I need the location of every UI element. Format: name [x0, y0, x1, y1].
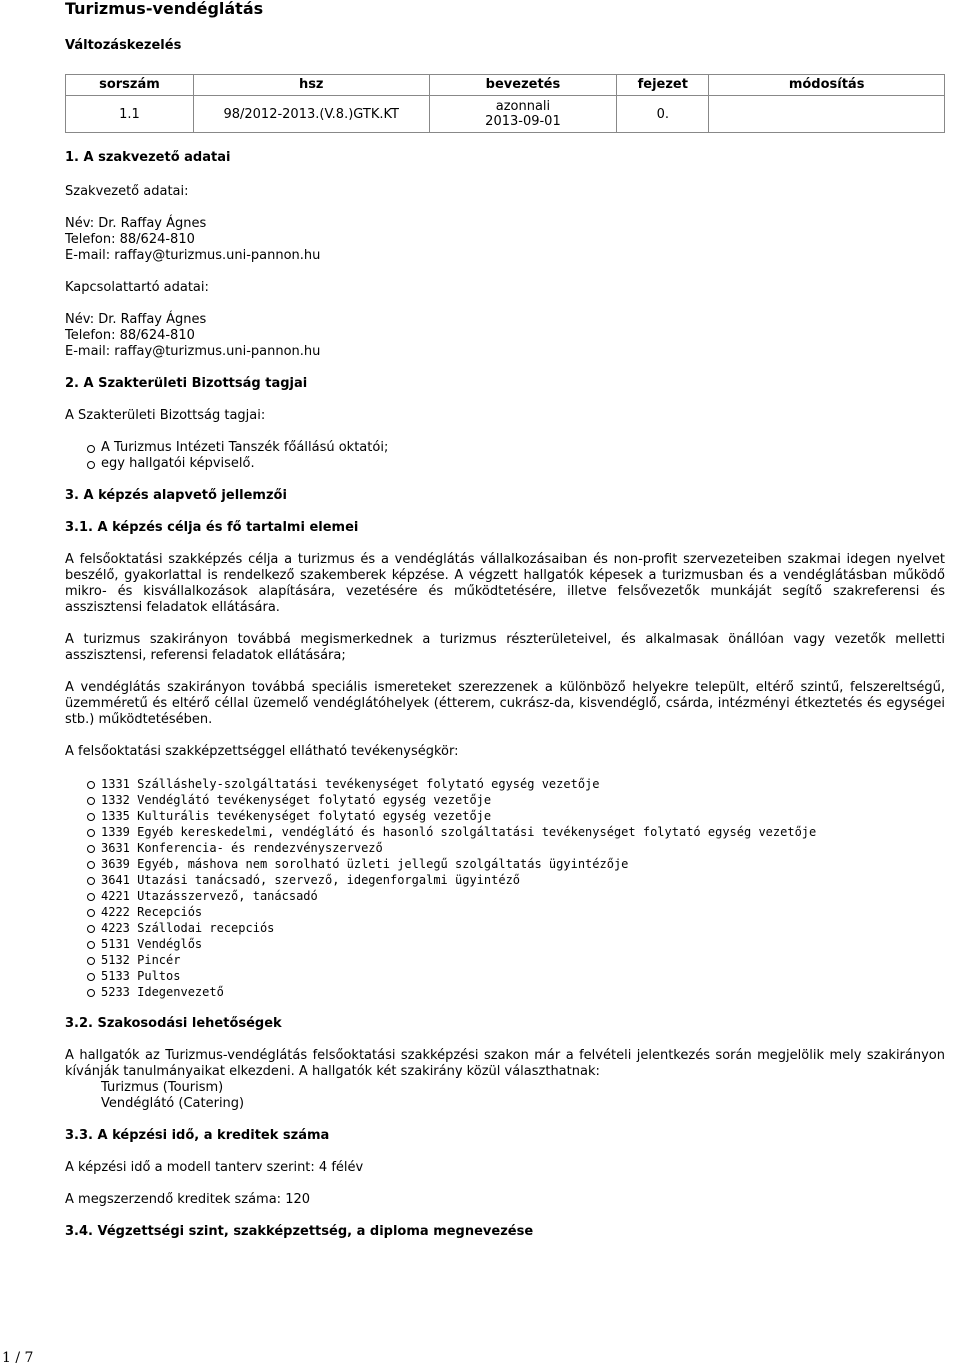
cell-bevezetes — [429, 96, 617, 133]
list-item: 1331 Szálláshely-szolgáltatási tevékenységet folytató egység vezetője — [101, 776, 945, 792]
table-row — [66, 96, 945, 133]
list-item: 4222 Recepciós — [101, 904, 945, 920]
cell-fejezet: 0. — [617, 96, 709, 133]
list-item: 3639 Egyéb, máshova nem sorolható üzleti jellegű szolgáltatás ügyintézője — [101, 856, 945, 872]
section-3-4-heading: 3.4. Végzettségi szint, szakképzettség, a diploma megnevezése — [65, 1224, 534, 1239]
section-3-2-heading: 3.2. Szakosodási lehetőségek — [65, 1016, 282, 1031]
contact-phone: Telefon: 88/624-810 — [65, 328, 195, 343]
jobs-list — [65, 776, 945, 1000]
training-duration: A képzési idő a modell tanterv szerint: 4 félév — [65, 1160, 364, 1175]
list-item: 5131 Vendéglős — [101, 936, 945, 952]
list-item: 5132 Pincér — [101, 952, 945, 968]
list-item: 5233 Idegenvezető — [101, 984, 945, 1000]
track-tourism: Turizmus (Tourism) — [101, 1080, 224, 1095]
cell-bevezetes-line1: azonnali — [495, 99, 551, 114]
leader-label: Szakvezető adatai: — [65, 184, 189, 199]
cell-bevezetes-line2: 2013-09-01 — [485, 114, 561, 129]
credits-count: A megszerzendő kreditek száma: 120 — [65, 1192, 311, 1207]
list-item: 4221 Utazásszervező, tanácsadó — [101, 888, 945, 904]
cell-hsz: 98/2012-2013.(V.8.)GTK.KT — [193, 96, 429, 133]
section-3-heading: 3. A képzés alapvető jellemzői — [65, 488, 287, 503]
cell-modositas — [709, 96, 945, 133]
paragraph-tourism-track: A turizmus szakirányon továbbá megismerkednek a turizmus részterületeivel, és alkalmasak önállóan vagy vezetők melletti asszisztensi, referensi feladatok ellátására; — [65, 632, 945, 663]
column-header-modositas: módosítás — [709, 75, 945, 96]
paragraph-goal: A felsőoktatási szakképzés célja a turizmus és a vendéglátás vállalkozásaiban és non-profit szervezeteiben szakmai idegen nyelvet beszélő, gyakorlattal is rendelkező szakemberek képzése. A végzett hallgatók képesek a turizmusban és a vendéglátásban működő mikro- és kisvállalkozások alapítására, vezetésére és működtetésére, illetve felsővezetők munkáját segítő szakreferensi és asszisztensi feladatok ellátására. — [65, 552, 945, 615]
change-log-header-row — [66, 75, 945, 96]
committee-members-list — [65, 440, 945, 472]
contact-label: Kapcsolattartó adatai: — [65, 280, 209, 295]
paragraph-catering-track: A vendéglátás szakirányon továbbá speciális ismereteket szerezzenek a különböző helyekre települt, eltérő szintű, felszereltségű, üzemméretű és eltérő céllal üzemelő vendéglátóhelyek (étterem, cukrász-da, kisvendéglő, csárda, intézményi étkeztetés és egységei stb.) működtetésében. — [65, 680, 945, 727]
list-item: 1339 Egyéb kereskedelmi, vendéglátó és hasonló szolgáltatási tevékenységet folytató egység vezetője — [101, 824, 945, 840]
section-3-3-heading: 3.3. A képzési idő, a kreditek száma — [65, 1128, 330, 1143]
change-log-table — [65, 74, 945, 133]
contact-email: E-mail: raffay@turizmus.uni-pannon.hu — [65, 344, 321, 359]
list-item: 5133 Pultos — [101, 968, 945, 984]
list-item: 3641 Utazási tanácsadó, szervező, idegenforgalmi ügyintéző — [101, 872, 945, 888]
list-item: A Turizmus Intézeti Tanszék főállású oktatói; — [101, 440, 945, 456]
committee-intro: A Szakterületi Bizottság tagjai: — [65, 408, 266, 423]
leader-phone: Telefon: 88/624-810 — [65, 232, 195, 247]
section-3-1-heading: 3.1. A képzés célja és fő tartalmi elemei — [65, 520, 359, 535]
list-item: 4223 Szállodai recepciós — [101, 920, 945, 936]
leader-name: Név: Dr. Raffay Ágnes — [65, 216, 207, 231]
track-catering: Vendéglátó (Catering) — [101, 1096, 245, 1111]
section-1-heading: 1. A szakvezető adatai — [65, 150, 231, 165]
paragraph-specialization: A hallgatók az Turizmus-vendéglátás felsőoktatási szakképzési szakon már a felvételi jelentkezés során megjelölik mely szakirányon kívánják tanulmányaikat elkezdeni. A hallgatók két szakirány közül választhatnak: — [65, 1048, 945, 1079]
document-title: Turizmus-vendéglátás — [65, 0, 264, 18]
contact-name: Név: Dr. Raffay Ágnes — [65, 312, 207, 327]
jobs-intro: A felsőoktatási szakképzettséggel ellátható tevékenységkör: — [65, 744, 459, 759]
list-item: 1332 Vendéglátó tevékenységet folytató egység vezetője — [101, 792, 945, 808]
change-log-heading: Változáskezelés — [65, 38, 182, 53]
page-number: 1 / 7 — [2, 1350, 34, 1366]
document-body — [65, 150, 945, 1240]
column-header-hsz: hsz — [193, 75, 429, 96]
leader-email: E-mail: raffay@turizmus.uni-pannon.hu — [65, 248, 321, 263]
list-item: 1335 Kulturális tevékenységet folytató egység vezetője — [101, 808, 945, 824]
column-header-bevezetes: bevezetés — [429, 75, 617, 96]
section-2-heading: 2. A Szakterületi Bizottság tagjai — [65, 376, 308, 391]
list-item: egy hallgatói képviselő. — [101, 456, 945, 472]
column-header-sorszam: sorszám — [66, 75, 194, 96]
column-header-fejezet: fejezet — [617, 75, 709, 96]
list-item: 3631 Konferencia- és rendezvényszervező — [101, 840, 945, 856]
cell-sorszam: 1.1 — [66, 96, 194, 133]
